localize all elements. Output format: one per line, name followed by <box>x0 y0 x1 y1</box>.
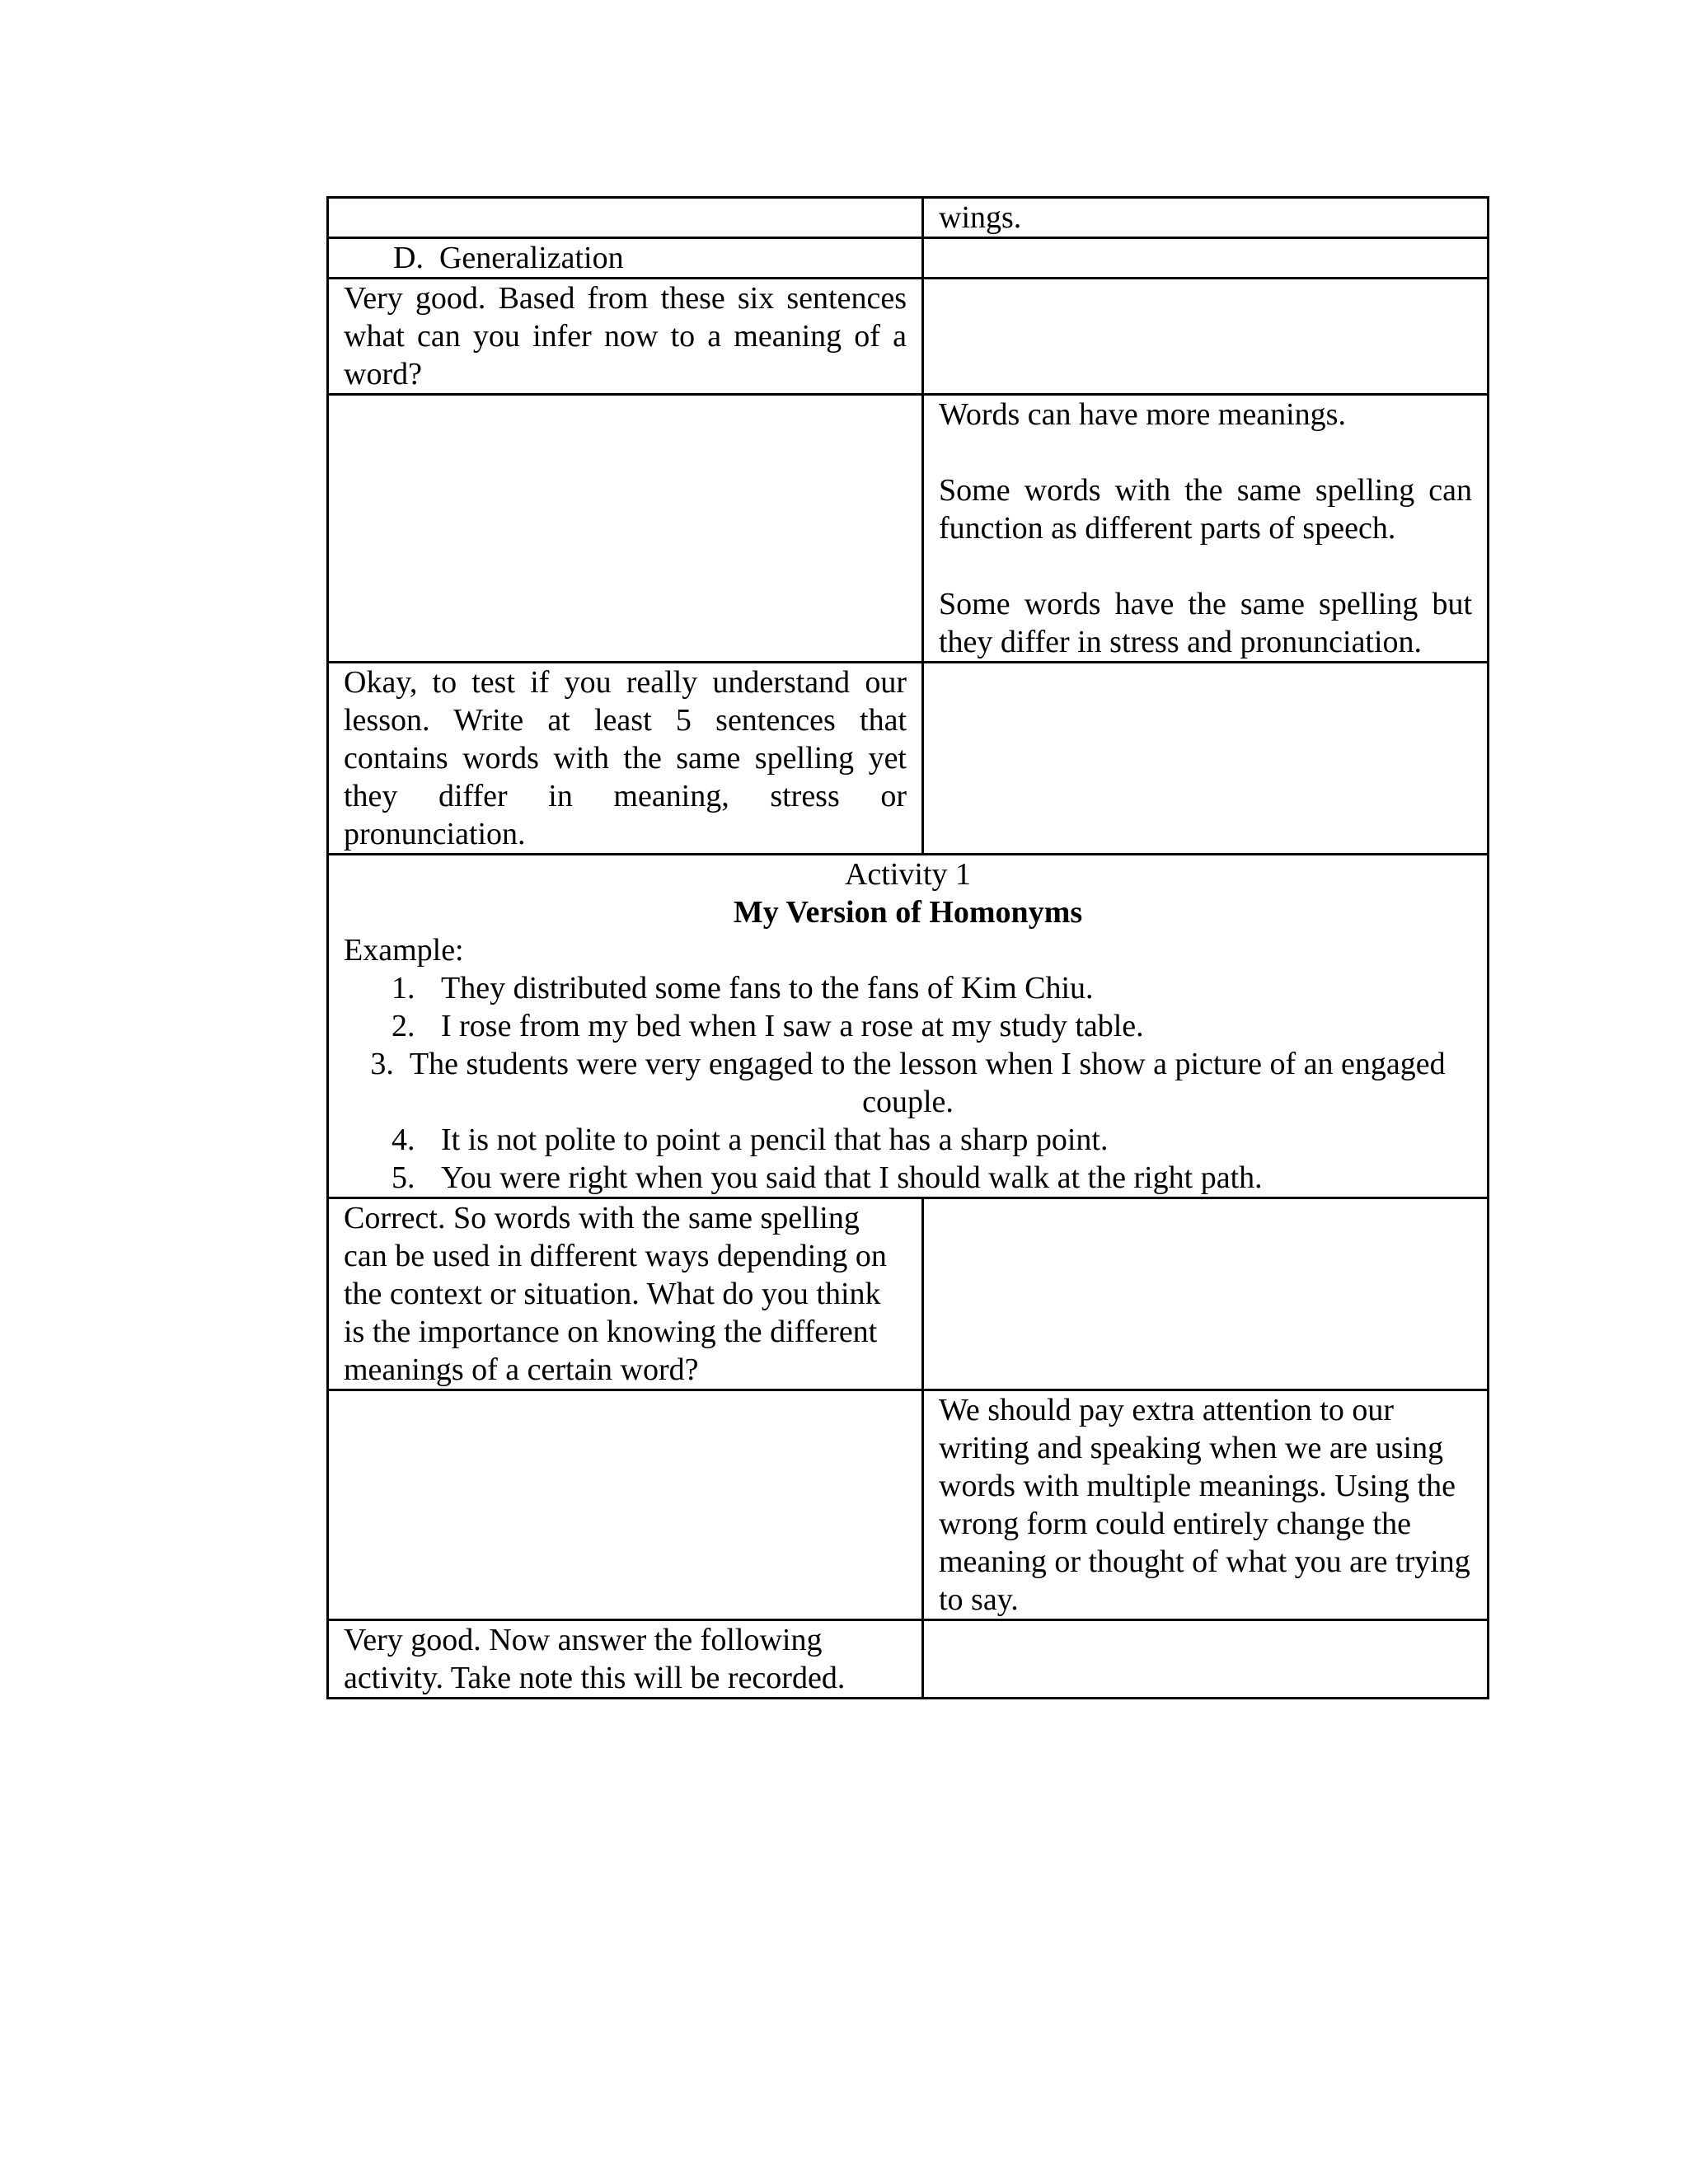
student-cell <box>923 238 1489 279</box>
list-item <box>344 1007 1472 1045</box>
list-item-number: 2. <box>392 1009 415 1043</box>
answer-paragraph: Some words with the same spelling can function as different parts of speech. <box>939 473 1472 546</box>
table-row <box>328 855 1489 1198</box>
lesson-plan-table <box>326 196 1489 1699</box>
student-cell: We should pay extra attention to our writing and speaking when we are using words with multiple meanings. Using the wrong form could entirely change the meaning or thought of what you are trying to say. <box>923 1390 1489 1620</box>
table-row <box>328 663 1489 855</box>
table-row <box>328 395 1489 663</box>
list-item-number: 1. <box>392 971 415 1005</box>
student-cell <box>923 1198 1489 1390</box>
teacher-cell: Correct. So words with the same spelling can be used in different ways depending on the context or situation. What do you think is the importance on knowing the different meanings of a certain word? <box>328 1198 923 1390</box>
activity-label: Activity 1 <box>844 857 972 892</box>
list-item-body <box>344 1045 1472 1121</box>
list-item-text: It is not polite to point a pencil that has a sharp point. <box>441 1122 1109 1157</box>
table-row <box>328 198 1489 238</box>
teacher-cell <box>328 395 923 663</box>
section-heading-generalization: D. Generalization <box>328 238 923 279</box>
list-item-text: The students were very engaged to the lesson when I show a picture of an engaged couple. <box>409 1047 1446 1119</box>
student-cell <box>923 279 1489 395</box>
student-cell <box>923 663 1489 855</box>
example-list <box>344 969 1472 1197</box>
list-item <box>344 1045 1472 1121</box>
table-row <box>328 1198 1489 1390</box>
list-item-text: I rose from my bed when I saw a rose at my study table. <box>441 1009 1144 1043</box>
teacher-cell <box>328 198 923 238</box>
list-item <box>344 969 1472 1007</box>
table-row <box>328 279 1489 395</box>
answer-paragraph: Words can have more meanings. <box>939 397 1346 432</box>
teacher-cell: Very good. Now answer the following activity. Take note this will be recorded. <box>328 1620 923 1699</box>
student-cell: wings. <box>923 198 1489 238</box>
table-row <box>328 1620 1489 1699</box>
list-item-number: 5. <box>392 1160 415 1195</box>
list-item-number: 4. <box>392 1122 415 1157</box>
teacher-cell: Very good. Based from these six sentences what can you infer now to a meaning of a word? <box>328 279 923 395</box>
list-item <box>344 1121 1472 1159</box>
teacher-cell <box>328 1390 923 1620</box>
student-cell <box>923 1620 1489 1699</box>
answer-paragraph: Some words have the same spelling but they differ in stress and pronunciation. <box>939 587 1472 659</box>
list-item <box>344 1159 1472 1197</box>
activity-cell <box>328 855 1489 1198</box>
table-row <box>328 1390 1489 1620</box>
student-cell <box>923 395 1489 663</box>
teacher-cell: Okay, to test if you really understand our lesson. Write at least 5 sentences that contains words with the same spelling yet they differ in meaning, stress or pronunciation. <box>328 663 923 855</box>
table-row <box>328 238 1489 279</box>
list-item-text: They distributed some fans to the fans of Kim Chiu. <box>441 971 1094 1005</box>
example-label: Example: <box>344 933 464 968</box>
list-item-number: 3. <box>370 1047 394 1081</box>
list-item-text: You were right when you said that I should walk at the right path. <box>441 1160 1263 1195</box>
activity-title: My Version of Homonyms <box>733 895 1083 930</box>
